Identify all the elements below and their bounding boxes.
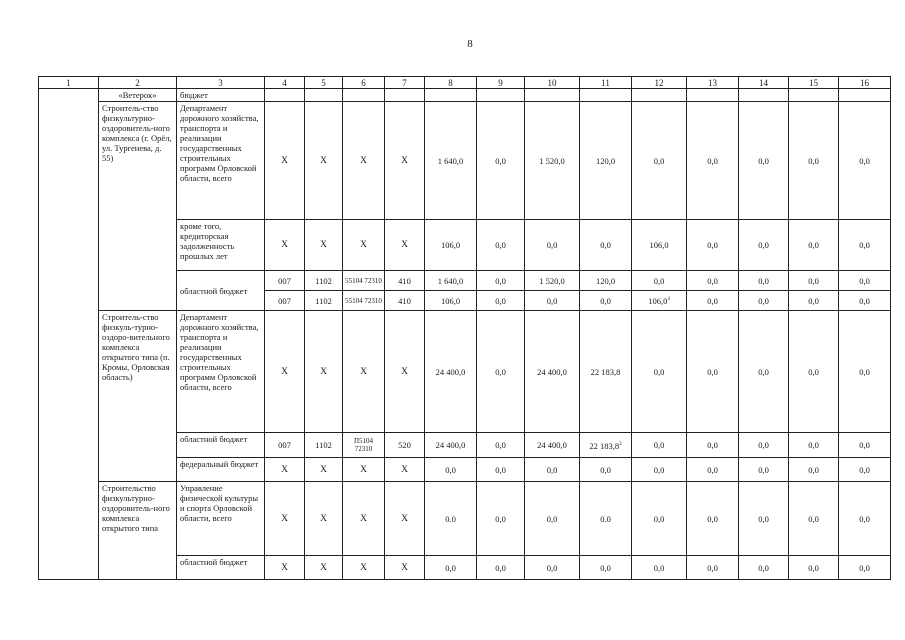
cell: 1102 (305, 291, 343, 311)
cell: 0,0 (525, 556, 580, 580)
object-name: Строительство физкультурно-оздоровитель-ного комплекса открытого типа (99, 482, 177, 580)
cell: 24 400,0 (525, 433, 580, 458)
cell: 0,0 (477, 556, 525, 580)
cell: 0,0 (739, 220, 789, 271)
cell: X (265, 458, 305, 482)
header-cell: 3 (177, 77, 265, 89)
cell: X (385, 102, 425, 220)
cell: 0,0 (687, 458, 739, 482)
footnote-mark: 3 (619, 441, 622, 447)
cell: 0,0 (789, 433, 839, 458)
cell-value: 106,0 (648, 295, 668, 306)
object-name: Строитель-ство физкуль-турно-оздоро-вительного комплекса открытого типа (п. Кромы, Орловская область) (99, 311, 177, 482)
object-name: Строитель-ство физкультурно-оздоровитель-ного комплекса (г. Орёл, ул. Тургенева, д. 55) (99, 102, 177, 311)
cell: 0,0 (425, 458, 477, 482)
col1-blank (39, 89, 99, 580)
cell: 0,0 (739, 482, 789, 556)
cell: 0,0 (425, 556, 477, 580)
cell: 0,0 (789, 102, 839, 220)
header-cell: 5 (305, 77, 343, 89)
cell: 0,0 (477, 102, 525, 220)
cell: 007 (265, 433, 305, 458)
header-cell: 8 (425, 77, 477, 89)
cell: X (305, 311, 343, 433)
cell: 55104 72310 (343, 291, 385, 311)
cell: X (343, 102, 385, 220)
table-row (39, 482, 891, 556)
cell: X (265, 482, 305, 556)
cell: X (305, 458, 343, 482)
cell: 1102 (305, 433, 343, 458)
page-number: 8 (467, 38, 473, 50)
cell: 0,0 (739, 102, 789, 220)
cell: 106,0 (632, 220, 687, 271)
cell: X (305, 220, 343, 271)
header-cell: 1 (39, 77, 99, 89)
source-label: бюджет (177, 89, 265, 102)
cell: 0,0 (687, 433, 739, 458)
cell: 007 (265, 271, 305, 291)
cell: 24 400,0 (525, 311, 580, 433)
cell: 0,0 (580, 220, 632, 271)
source-label: областной бюджет (177, 433, 265, 458)
cell: 0,0 (739, 458, 789, 482)
source-label: Департамент дорожного хозяйства, транспорта и реализации государственных строительных программ Орловской области, всего (177, 102, 265, 220)
cell: X (265, 220, 305, 271)
table-row (39, 102, 891, 220)
cell: 410 (385, 291, 425, 311)
cell: 0,0 (580, 458, 632, 482)
cell: 0,0 (687, 271, 739, 291)
cell: X (385, 220, 425, 271)
source-label: федеральный бюджет (177, 458, 265, 482)
cell: 0,0 (789, 291, 839, 311)
cell (632, 291, 687, 311)
cell (580, 433, 632, 458)
cell: 0,0 (477, 291, 525, 311)
cell: 0,0 (789, 458, 839, 482)
table-row (39, 311, 891, 433)
source-label: Управление физической культуры и спорта Орловской области, всего (177, 482, 265, 556)
cell: 1102 (305, 271, 343, 291)
cell: 0,0 (632, 102, 687, 220)
cell: 0,0 (632, 433, 687, 458)
cell: 0,0 (580, 291, 632, 311)
header-cell: 2 (99, 77, 177, 89)
object-name-cont: «Ветерок» (99, 89, 177, 102)
cell: 0,0 (789, 271, 839, 291)
cell: 0,0 (839, 291, 891, 311)
cell: 1 520,0 (525, 271, 580, 291)
header-cell: 9 (477, 77, 525, 89)
cell: 120,0 (580, 271, 632, 291)
cell: 0.0 (580, 482, 632, 556)
cell: X (385, 458, 425, 482)
cell: X (343, 311, 385, 433)
cell: X (265, 311, 305, 433)
cell: 0,0 (739, 433, 789, 458)
header-cell: 6 (343, 77, 385, 89)
cell: 0,0 (477, 311, 525, 433)
budget-table (38, 76, 891, 580)
cell: X (343, 482, 385, 556)
cell: 0,0 (632, 556, 687, 580)
cell: 0,0 (632, 482, 687, 556)
cell: 0,0 (839, 433, 891, 458)
cell: 0,0 (525, 291, 580, 311)
source-label: Департамент дорожного хозяйства, транспорта и реализации государственных строительных программ Орловской области, всего (177, 311, 265, 433)
cell: 0,0 (739, 271, 789, 291)
cell: 0,0 (525, 458, 580, 482)
cell: 55104 72310 (343, 271, 385, 291)
cell: 0,0 (687, 291, 739, 311)
cell: X (265, 102, 305, 220)
cell: 0,0 (839, 102, 891, 220)
header-cell: 15 (789, 77, 839, 89)
table-row (39, 89, 891, 102)
cell: 0,0 (839, 220, 891, 271)
footnote-mark: 4 (667, 297, 670, 303)
cell: 410 (385, 271, 425, 291)
header-cell: 4 (265, 77, 305, 89)
cell: П5104 72310 (343, 433, 385, 458)
cell: 1 640,0 (425, 102, 477, 220)
cell: 520 (385, 433, 425, 458)
header-cell: 14 (739, 77, 789, 89)
cell: X (385, 556, 425, 580)
header-cell: 11 (580, 77, 632, 89)
cell: 0,0 (687, 482, 739, 556)
cell: 0,0 (477, 482, 525, 556)
cell: X (305, 482, 343, 556)
cell: 0,0 (839, 271, 891, 291)
cell: 0,0 (739, 291, 789, 311)
source-label: кроме того, кредиторская задолженность прошлых лет (177, 220, 265, 271)
cell: 0,0 (632, 311, 687, 433)
cell: X (385, 311, 425, 433)
cell: 120,0 (580, 102, 632, 220)
cell: 0,0 (525, 220, 580, 271)
cell: 106,0 (425, 291, 477, 311)
cell: X (305, 102, 343, 220)
cell: 0,0 (687, 102, 739, 220)
cell: 0,0 (687, 220, 739, 271)
cell: 0,0 (789, 482, 839, 556)
cell: 106,0 (425, 220, 477, 271)
cell: 0,0 (839, 556, 891, 580)
cell: 0,0 (687, 556, 739, 580)
cell: 0,0 (789, 556, 839, 580)
cell: 0,0 (477, 220, 525, 271)
cell: X (343, 220, 385, 271)
header-cell: 10 (525, 77, 580, 89)
cell: 0,0 (839, 311, 891, 433)
cell: 0,0 (739, 311, 789, 433)
cell: 0,0 (789, 311, 839, 433)
cell: X (343, 458, 385, 482)
cell: 0,0 (632, 271, 687, 291)
cell: 0,0 (525, 482, 580, 556)
cell-value: 22 183,8 (589, 440, 620, 451)
source-label: областной бюджет (177, 271, 265, 311)
header-cell: 13 (687, 77, 739, 89)
cell: 0,0 (477, 271, 525, 291)
source-label: областной бюджет (177, 556, 265, 580)
header-row (39, 77, 891, 89)
cell: X (265, 556, 305, 580)
header-cell: 16 (839, 77, 891, 89)
header-cell: 12 (632, 77, 687, 89)
cell: 0,0 (477, 433, 525, 458)
cell: 1 640,0 (425, 271, 477, 291)
cell: 0.0 (425, 482, 477, 556)
cell: 24 400,0 (425, 433, 477, 458)
cell: 0,0 (580, 556, 632, 580)
cell: 0,0 (839, 482, 891, 556)
cell: 0,0 (632, 458, 687, 482)
cell: X (343, 556, 385, 580)
cell: 0,0 (687, 311, 739, 433)
cell: 24 400,0 (425, 311, 477, 433)
cell: 007 (265, 291, 305, 311)
cell: 0,0 (839, 458, 891, 482)
cell: 1 520,0 (525, 102, 580, 220)
cell: X (305, 556, 343, 580)
header-cell: 7 (385, 77, 425, 89)
cell: X (385, 482, 425, 556)
cell: 22 183,8 (580, 311, 632, 433)
cell: 0,0 (739, 556, 789, 580)
cell: 0,0 (789, 220, 839, 271)
cell: 0,0 (477, 458, 525, 482)
